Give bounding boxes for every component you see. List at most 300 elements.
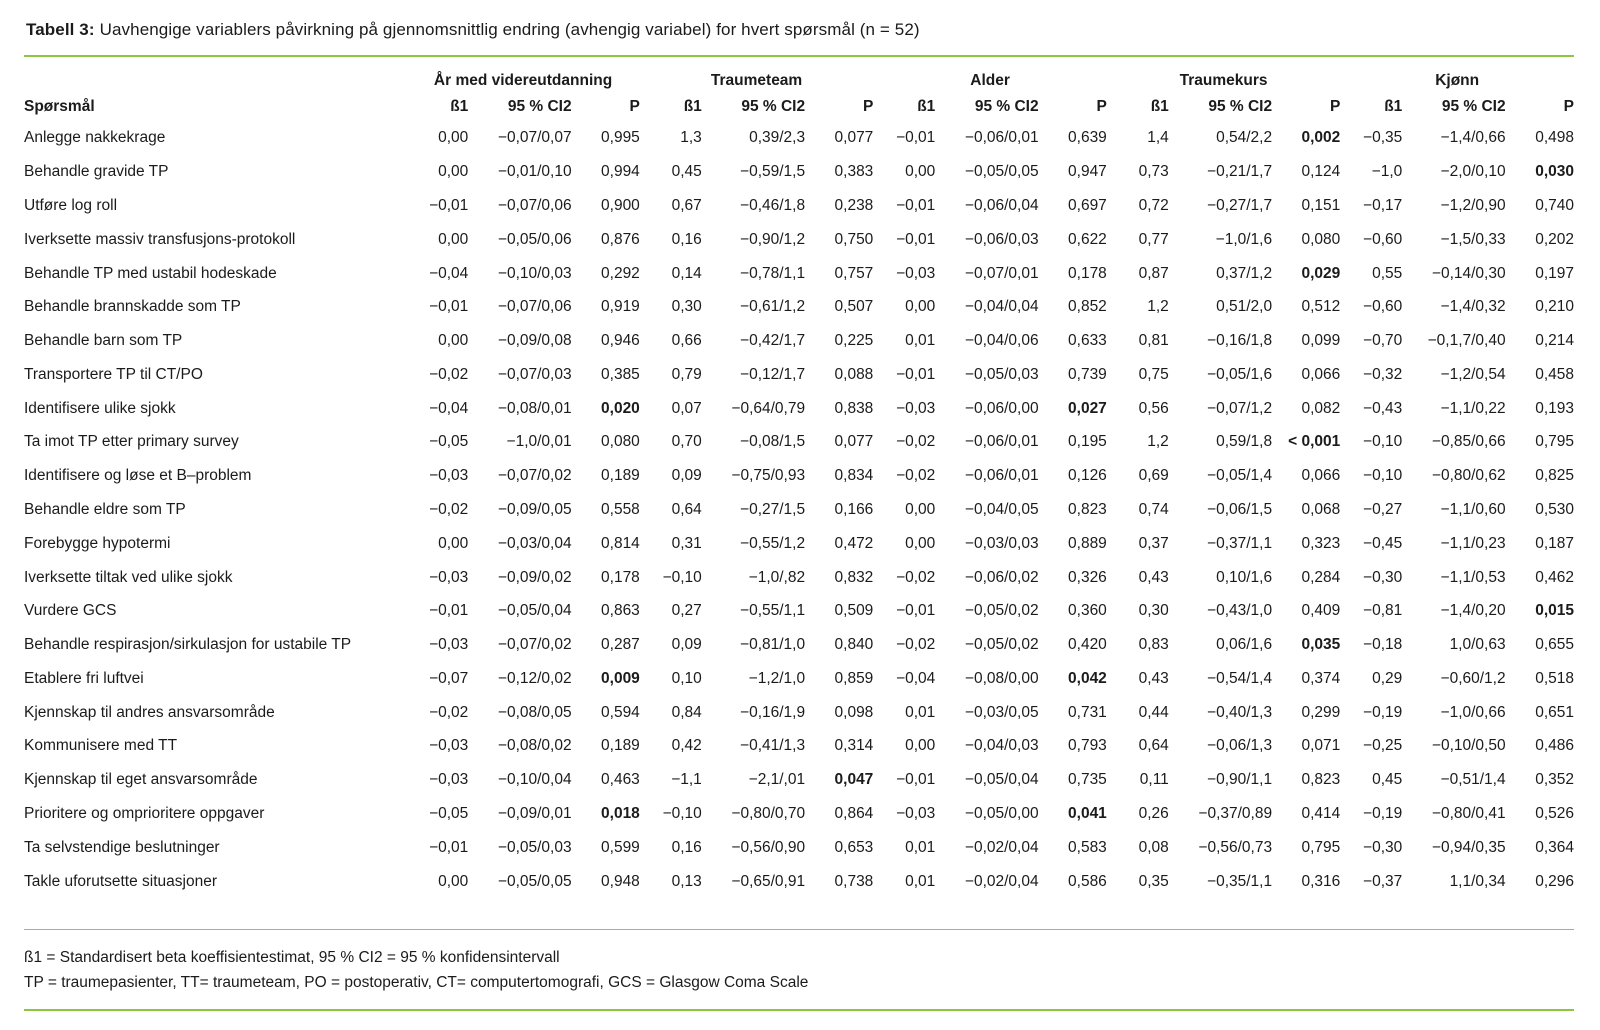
traumeteam-b1-value: −1,1 xyxy=(671,771,702,789)
ar-med-videreutdanning-ci-value: −0,08/0,01 xyxy=(497,399,572,417)
traumeteam-p-value: 0,314 xyxy=(834,737,874,755)
traumekurs-b1-value: 0,56 xyxy=(1138,399,1169,417)
question-label: Vurdere GCS xyxy=(24,602,117,620)
ar-med-videreutdanning-b1-value: 0,00 xyxy=(438,230,469,248)
traumekurs-p-value: < 0,001 xyxy=(1288,433,1341,451)
table-row xyxy=(24,594,1574,628)
kjonn-b1-value: −0,81 xyxy=(1363,602,1403,620)
ar-med-videreutdanning-b1-value: −0,07 xyxy=(429,669,469,687)
kjonn-b1-value: −0,19 xyxy=(1363,703,1403,721)
traumeteam-p-value: 0,859 xyxy=(834,669,874,687)
traumekurs-p-value: 0,323 xyxy=(1301,534,1341,552)
table-row xyxy=(24,459,1574,493)
kjonn-p-value: 0,526 xyxy=(1535,805,1574,823)
alder-ci-value: −0,08/0,00 xyxy=(964,669,1039,687)
table-row xyxy=(24,729,1574,763)
table-row xyxy=(24,357,1574,391)
ar-med-videreutdanning-b1-value: −0,03 xyxy=(429,771,469,789)
header-b1: ß1 xyxy=(683,98,702,115)
traumekurs-b1-value: 1,4 xyxy=(1147,129,1169,147)
kjonn-p-value: 0,518 xyxy=(1535,669,1574,687)
kjonn-b1-value: −0,37 xyxy=(1363,872,1403,890)
alder-b1-value: −0,02 xyxy=(896,568,936,586)
table-row xyxy=(24,256,1574,290)
traumeteam-b1-value: 0,31 xyxy=(671,534,702,552)
traumeteam-ci-value: −0,16/1,9 xyxy=(740,703,806,721)
ar-med-videreutdanning-p-value: 0,946 xyxy=(601,332,640,350)
ar-med-videreutdanning-p-value: 0,599 xyxy=(601,838,640,856)
alder-ci-value: −0,05/0,02 xyxy=(964,602,1039,620)
table-row xyxy=(24,493,1574,527)
traumekurs-p-value: 0,066 xyxy=(1301,467,1341,485)
alder-ci-value: −0,04/0,04 xyxy=(964,298,1039,316)
alder-p-value: 0,041 xyxy=(1068,805,1107,823)
kjonn-p-value: 0,655 xyxy=(1535,636,1574,654)
question-label: Behandle TP med ustabil hodeskade xyxy=(24,264,277,282)
alder-ci-value: −0,04/0,06 xyxy=(964,332,1039,350)
traumekurs-ci-value: −0,56/0,73 xyxy=(1198,838,1273,856)
alder-b1-value: −0,04 xyxy=(896,669,936,687)
alder-p-value: 0,420 xyxy=(1068,636,1107,654)
ar-med-videreutdanning-p-value: 0,009 xyxy=(601,669,640,687)
alder-p-value: 0,731 xyxy=(1068,703,1107,721)
kjonn-b1-value: −0,19 xyxy=(1363,805,1403,823)
traumeteam-ci-value: −0,41/1,3 xyxy=(740,737,806,755)
traumeteam-b1-value: 0,09 xyxy=(671,636,702,654)
kjonn-ci-value: −0,80/0,62 xyxy=(1431,467,1506,485)
kjonn-p-value: 0,795 xyxy=(1535,433,1574,451)
ar-med-videreutdanning-ci-value: −0,07/0,02 xyxy=(497,636,572,654)
traumeteam-p-value: 0,840 xyxy=(834,636,874,654)
traumekurs-ci-value: −0,07/1,2 xyxy=(1207,399,1273,417)
table-row xyxy=(24,526,1574,560)
group-header-spacer xyxy=(24,59,406,92)
question-label: Prioritere og omprioritere oppgaver xyxy=(24,805,265,823)
alder-b1-value: −0,01 xyxy=(896,365,936,383)
alder-p-value: 0,823 xyxy=(1068,500,1107,518)
table-row xyxy=(24,155,1574,189)
alder-ci-value: −0,06/0,00 xyxy=(964,399,1039,417)
kjonn-p-value: 0,498 xyxy=(1535,129,1574,147)
traumeteam-b1-value: −0,10 xyxy=(662,805,702,823)
traumeteam-ci-value: −0,80/0,70 xyxy=(731,805,806,823)
alder-ci-value: −0,04/0,05 xyxy=(964,500,1039,518)
ar-med-videreutdanning-ci-value: −0,09/0,05 xyxy=(497,500,572,518)
ar-med-videreutdanning-b1-value: −0,03 xyxy=(429,737,469,755)
traumekurs-b1-value: 0,77 xyxy=(1138,230,1169,248)
traumekurs-p-value: 0,099 xyxy=(1301,332,1341,350)
traumekurs-b1-value: 0,83 xyxy=(1138,636,1169,654)
ar-med-videreutdanning-ci-value: −0,05/0,06 xyxy=(497,230,572,248)
question-label: Identifisere ulike sjokk xyxy=(24,399,176,417)
traumeteam-ci-value: −0,78/1,1 xyxy=(740,264,806,282)
traumeteam-b1-value: 0,67 xyxy=(671,196,702,214)
kjonn-ci-value: −1,0/0,66 xyxy=(1440,703,1506,721)
table-row xyxy=(24,189,1574,223)
kjonn-b1-value: 0,45 xyxy=(1372,771,1403,789)
traumekurs-ci-value: 0,06/1,6 xyxy=(1216,636,1273,654)
traumekurs-ci-value: −0,16/1,8 xyxy=(1207,332,1273,350)
traumekurs-b1-value: 0,37 xyxy=(1138,534,1169,552)
ar-med-videreutdanning-b1-value: −0,03 xyxy=(429,467,469,485)
table-row xyxy=(24,763,1574,797)
table-row xyxy=(24,222,1574,256)
kjonn-p-value: 0,210 xyxy=(1535,298,1574,316)
traumekurs-b1-value: 0,72 xyxy=(1138,196,1169,214)
kjonn-b1-value: −0,70 xyxy=(1363,332,1403,350)
ar-med-videreutdanning-p-value: 0,178 xyxy=(601,568,640,586)
traumeteam-ci-value: −0,56/0,90 xyxy=(731,838,806,856)
results-table xyxy=(24,59,1574,898)
traumekurs-b1-value: 0,35 xyxy=(1138,872,1169,890)
alder-p-value: 0,042 xyxy=(1068,669,1107,687)
alder-ci-value: −0,03/0,03 xyxy=(964,534,1039,552)
ar-med-videreutdanning-ci-value: −0,12/0,02 xyxy=(497,669,572,687)
alder-b1-value: −0,02 xyxy=(896,433,936,451)
traumekurs-b1-value: 1,2 xyxy=(1147,433,1169,451)
ar-med-videreutdanning-ci-value: −0,09/0,01 xyxy=(497,805,572,823)
table-row xyxy=(24,391,1574,425)
traumekurs-p-value: 0,414 xyxy=(1301,805,1341,823)
header-b1: ß1 xyxy=(917,98,936,115)
group-header-row xyxy=(24,59,1574,92)
kjonn-p-value: 0,015 xyxy=(1535,602,1574,620)
alder-p-value: 0,326 xyxy=(1068,568,1107,586)
alder-p-value: 0,178 xyxy=(1068,264,1107,282)
kjonn-p-value: 0,214 xyxy=(1535,332,1574,350)
ar-med-videreutdanning-ci-value: −0,01/0,10 xyxy=(497,163,572,181)
kjonn-p-value: 0,458 xyxy=(1535,365,1574,383)
table-title-label: Tabell 3: xyxy=(26,20,95,39)
kjonn-p-value: 0,825 xyxy=(1535,467,1574,485)
ar-med-videreutdanning-ci-value: −0,07/0,07 xyxy=(497,129,572,147)
header-p: P xyxy=(1329,98,1341,115)
header-ci: 95 % CI2 xyxy=(507,98,572,115)
alder-b1-value: 0,01 xyxy=(905,332,936,350)
ar-med-videreutdanning-p-value: 0,994 xyxy=(601,163,640,181)
kjonn-b1-value: −0,25 xyxy=(1363,737,1403,755)
alder-b1-value: −0,02 xyxy=(896,467,936,485)
ar-med-videreutdanning-b1-value: −0,01 xyxy=(429,298,469,316)
alder-b1-value: 0,00 xyxy=(905,534,936,552)
footnote-abbrev-terms: TP = traumepasienter, TT= traumeteam, PO = postoperativ, CT= computertomografi, GCS = Glasgow Coma Scale xyxy=(24,973,809,991)
ar-med-videreutdanning-b1-value: −0,02 xyxy=(429,500,469,518)
bottom-rule xyxy=(24,1009,1574,1011)
alder-b1-value: −0,01 xyxy=(896,196,936,214)
group-header-alder: Alder xyxy=(970,72,1010,89)
traumeteam-b1-value: 0,66 xyxy=(671,332,702,350)
alder-ci-value: −0,06/0,02 xyxy=(964,568,1039,586)
ar-med-videreutdanning-p-value: 0,385 xyxy=(601,365,640,383)
traumekurs-p-value: 0,068 xyxy=(1301,500,1341,518)
traumeteam-ci-value: −0,90/1,2 xyxy=(740,230,806,248)
traumeteam-b1-value: 0,79 xyxy=(671,365,702,383)
traumeteam-p-value: 0,653 xyxy=(834,838,874,856)
kjonn-b1-value: −0,32 xyxy=(1363,365,1403,383)
ar-med-videreutdanning-p-value: 0,018 xyxy=(601,805,640,823)
traumeteam-p-value: 0,098 xyxy=(834,703,874,721)
traumeteam-b1-value: 0,42 xyxy=(671,737,702,755)
traumeteam-ci-value: −0,27/1,5 xyxy=(740,500,806,518)
alder-ci-value: −0,07/0,01 xyxy=(964,264,1039,282)
question-label: Behandle gravide TP xyxy=(24,163,169,181)
question-label: Etablere fri luftvei xyxy=(24,669,144,687)
question-label: Behandle brannskadde som TP xyxy=(24,298,241,316)
header-ci: 95 % CI2 xyxy=(1208,98,1273,115)
traumeteam-ci-value: −2,1/,01 xyxy=(748,771,806,789)
question-label: Ta imot TP etter primary survey xyxy=(24,433,239,451)
question-column-header: Spørsmål xyxy=(24,98,95,115)
header-ci: 95 % CI2 xyxy=(741,98,806,115)
ar-med-videreutdanning-p-value: 0,900 xyxy=(601,196,640,214)
traumekurs-b1-value: 0,73 xyxy=(1138,163,1169,181)
traumekurs-p-value: 0,124 xyxy=(1301,163,1341,181)
ar-med-videreutdanning-b1-value: 0,00 xyxy=(438,163,469,181)
traumekurs-ci-value: −0,37/1,1 xyxy=(1207,534,1273,552)
traumekurs-b1-value: 0,26 xyxy=(1138,805,1169,823)
ar-med-videreutdanning-b1-value: −0,01 xyxy=(429,838,469,856)
traumekurs-b1-value: 0,74 xyxy=(1138,500,1169,518)
traumekurs-ci-value: −0,06/1,3 xyxy=(1207,737,1273,755)
question-label: Iverksette tiltak ved ulike sjokk xyxy=(24,568,233,586)
traumeteam-ci-value: −0,42/1,7 xyxy=(740,332,806,350)
ar-med-videreutdanning-p-value: 0,876 xyxy=(601,230,640,248)
ar-med-videreutdanning-b1-value: −0,02 xyxy=(429,365,469,383)
kjonn-p-value: 0,030 xyxy=(1535,163,1574,181)
traumekurs-p-value: 0,080 xyxy=(1301,230,1341,248)
ar-med-videreutdanning-p-value: 0,948 xyxy=(601,872,640,890)
kjonn-ci-value: −0,80/0,41 xyxy=(1431,805,1506,823)
kjonn-p-value: 0,462 xyxy=(1535,568,1574,586)
alder-b1-value: 0,00 xyxy=(905,163,936,181)
ar-med-videreutdanning-p-value: 0,080 xyxy=(601,433,640,451)
kjonn-b1-value: −0,27 xyxy=(1363,500,1403,518)
kjonn-ci-value: −1,4/0,20 xyxy=(1440,602,1506,620)
traumeteam-p-value: 0,738 xyxy=(834,872,874,890)
traumekurs-ci-value: −0,40/1,3 xyxy=(1207,703,1273,721)
alder-p-value: 0,852 xyxy=(1068,298,1107,316)
traumeteam-p-value: 0,509 xyxy=(834,602,874,620)
traumekurs-p-value: 0,409 xyxy=(1301,602,1341,620)
kjonn-b1-value: −0,43 xyxy=(1363,399,1403,417)
kjonn-ci-value: −1,1/0,22 xyxy=(1440,399,1506,417)
kjonn-b1-value: −0,60 xyxy=(1363,230,1403,248)
ar-med-videreutdanning-b1-value: −0,04 xyxy=(429,399,469,417)
ar-med-videreutdanning-p-value: 0,189 xyxy=(601,467,640,485)
traumeteam-ci-value: −0,55/1,1 xyxy=(740,602,806,620)
traumeteam-ci-value: −0,12/1,7 xyxy=(740,365,806,383)
ar-med-videreutdanning-p-value: 0,463 xyxy=(601,771,640,789)
kjonn-b1-value: 0,55 xyxy=(1372,264,1403,282)
traumeteam-b1-value: 0,27 xyxy=(671,602,702,620)
table-title-text: Uavhengige variablers påvirkning på gjennomsnittlig endring (avhengig variabel) for hvert spørsmål (n = 52) xyxy=(99,20,920,39)
traumekurs-b1-value: 0,64 xyxy=(1138,737,1169,755)
traumekurs-ci-value: −0,27/1,7 xyxy=(1207,196,1273,214)
alder-p-value: 0,027 xyxy=(1068,399,1107,417)
traumeteam-p-value: 0,088 xyxy=(834,365,874,383)
traumeteam-ci-value: −1,2/1,0 xyxy=(748,669,806,687)
traumekurs-ci-value: 0,51/2,0 xyxy=(1216,298,1273,316)
traumekurs-ci-value: −0,35/1,1 xyxy=(1207,872,1273,890)
alder-b1-value: −0,03 xyxy=(896,264,936,282)
ar-med-videreutdanning-ci-value: −0,08/0,02 xyxy=(497,737,572,755)
kjonn-ci-value: −0,1,7/0,40 xyxy=(1427,332,1506,350)
traumeteam-p-value: 0,077 xyxy=(834,433,874,451)
traumeteam-p-value: 0,047 xyxy=(834,771,874,789)
traumeteam-p-value: 0,166 xyxy=(834,500,874,518)
kjonn-ci-value: −1,2/0,90 xyxy=(1440,196,1506,214)
kjonn-p-value: 0,364 xyxy=(1535,838,1574,856)
alder-p-value: 0,739 xyxy=(1068,365,1107,383)
traumeteam-ci-value: −0,55/1,2 xyxy=(740,534,806,552)
header-b1: ß1 xyxy=(1150,98,1169,115)
traumekurs-p-value: 0,823 xyxy=(1301,771,1341,789)
table-row xyxy=(24,695,1574,729)
ar-med-videreutdanning-p-value: 0,995 xyxy=(601,129,640,147)
header-ci: 95 % CI2 xyxy=(1441,98,1506,115)
traumeteam-p-value: 0,472 xyxy=(834,534,874,552)
alder-b1-value: 0,01 xyxy=(905,872,936,890)
traumeteam-ci-value: −0,08/1,5 xyxy=(740,433,806,451)
ar-med-videreutdanning-ci-value: −1,0/0,01 xyxy=(506,433,572,451)
traumekurs-p-value: 0,284 xyxy=(1301,568,1341,586)
alder-b1-value: −0,01 xyxy=(896,129,936,147)
kjonn-p-value: 0,486 xyxy=(1535,737,1574,755)
ar-med-videreutdanning-b1-value: 0,00 xyxy=(438,872,469,890)
kjonn-b1-value: 0,29 xyxy=(1372,669,1403,687)
traumekurs-b1-value: 0,43 xyxy=(1138,669,1169,687)
traumekurs-p-value: 0,795 xyxy=(1301,838,1341,856)
traumeteam-p-value: 0,077 xyxy=(834,129,874,147)
ar-med-videreutdanning-ci-value: −0,05/0,03 xyxy=(497,838,572,856)
traumeteam-b1-value: 0,14 xyxy=(671,264,702,282)
footnotes xyxy=(24,930,1574,1009)
ar-med-videreutdanning-b1-value: −0,03 xyxy=(429,636,469,654)
question-label: Utføre log roll xyxy=(24,196,118,214)
ar-med-videreutdanning-ci-value: −0,07/0,03 xyxy=(497,365,572,383)
kjonn-p-value: 0,352 xyxy=(1535,771,1574,789)
kjonn-p-value: 0,740 xyxy=(1535,196,1574,214)
table-row xyxy=(24,830,1574,864)
ar-med-videreutdanning-b1-value: −0,05 xyxy=(429,805,469,823)
kjonn-b1-value: −0,45 xyxy=(1363,534,1403,552)
traumeteam-b1-value: 0,16 xyxy=(671,838,702,856)
kjonn-ci-value: 1,1/0,34 xyxy=(1449,872,1506,890)
alder-b1-value: −0,01 xyxy=(896,602,936,620)
ar-med-videreutdanning-p-value: 0,919 xyxy=(601,298,640,316)
header-b1: ß1 xyxy=(450,98,469,115)
traumeteam-ci-value: −0,46/1,8 xyxy=(740,196,806,214)
traumekurs-ci-value: −0,37/0,89 xyxy=(1198,805,1273,823)
table-row xyxy=(24,797,1574,831)
question-label: Ta selvstendige beslutninger xyxy=(24,838,220,856)
table-row xyxy=(24,560,1574,594)
traumeteam-ci-value: −0,61/1,2 xyxy=(740,298,806,316)
traumekurs-b1-value: 0,30 xyxy=(1138,602,1169,620)
traumeteam-p-value: 0,834 xyxy=(834,467,874,485)
header-ci: 95 % CI2 xyxy=(974,98,1039,115)
question-label: Transportere TP til CT/PO xyxy=(24,365,203,383)
traumekurs-ci-value: −0,21/1,7 xyxy=(1207,163,1273,181)
ar-med-videreutdanning-b1-value: 0,00 xyxy=(438,332,469,350)
traumekurs-p-value: 0,299 xyxy=(1301,703,1341,721)
traumeteam-ci-value: −0,64/0,79 xyxy=(731,399,806,417)
ar-med-videreutdanning-b1-value: −0,05 xyxy=(429,433,469,451)
kjonn-ci-value: 1,0/0,63 xyxy=(1449,636,1506,654)
alder-ci-value: −0,06/0,01 xyxy=(964,129,1039,147)
ar-med-videreutdanning-p-value: 0,594 xyxy=(601,703,640,721)
question-label: Identifisere og løse et B–problem xyxy=(24,467,252,485)
question-label: Behandle respirasjon/sirkulasjon for ustabile TP xyxy=(24,636,352,654)
kjonn-p-value: 0,296 xyxy=(1535,872,1574,890)
traumeteam-b1-value: 0,13 xyxy=(671,872,702,890)
alder-ci-value: −0,06/0,04 xyxy=(964,196,1039,214)
question-label: Kjennskap til eget ansvarsområde xyxy=(24,771,258,789)
traumeteam-ci-value: −0,81/1,0 xyxy=(740,636,806,654)
alder-p-value: 0,126 xyxy=(1068,467,1107,485)
ar-med-videreutdanning-ci-value: −0,07/0,02 xyxy=(497,467,572,485)
traumekurs-ci-value: 0,59/1,8 xyxy=(1216,433,1273,451)
traumeteam-b1-value: 0,30 xyxy=(671,298,702,316)
alder-p-value: 0,793 xyxy=(1068,737,1107,755)
traumeteam-b1-value: 0,07 xyxy=(671,399,702,417)
ar-med-videreutdanning-p-value: 0,814 xyxy=(601,534,640,552)
alder-p-value: 0,639 xyxy=(1068,129,1107,147)
question-label: Behandle barn som TP xyxy=(24,332,183,350)
traumeteam-b1-value: 0,16 xyxy=(671,230,702,248)
kjonn-ci-value: −0,85/0,66 xyxy=(1431,433,1506,451)
traumekurs-p-value: 0,071 xyxy=(1301,737,1341,755)
kjonn-ci-value: −1,1/0,53 xyxy=(1440,568,1506,586)
kjonn-p-value: 0,197 xyxy=(1535,264,1574,282)
kjonn-ci-value: −0,51/1,4 xyxy=(1440,771,1506,789)
traumekurs-p-value: 0,002 xyxy=(1301,129,1341,147)
ar-med-videreutdanning-b1-value: −0,03 xyxy=(429,568,469,586)
traumekurs-ci-value: −0,54/1,4 xyxy=(1207,669,1273,687)
traumekurs-b1-value: 0,08 xyxy=(1138,838,1169,856)
ar-med-videreutdanning-b1-value: 0,00 xyxy=(438,534,469,552)
traumeteam-p-value: 0,838 xyxy=(834,399,874,417)
ar-med-videreutdanning-b1-value: −0,01 xyxy=(429,196,469,214)
alder-ci-value: −0,05/0,03 xyxy=(964,365,1039,383)
traumeteam-b1-value: 0,64 xyxy=(671,500,702,518)
traumeteam-p-value: 0,750 xyxy=(834,230,874,248)
traumeteam-b1-value: 0,70 xyxy=(671,433,702,451)
traumekurs-ci-value: 0,10/1,6 xyxy=(1216,568,1273,586)
alder-ci-value: −0,03/0,05 xyxy=(964,703,1039,721)
kjonn-ci-value: −0,10/0,50 xyxy=(1431,737,1506,755)
alder-p-value: 0,633 xyxy=(1068,332,1107,350)
alder-b1-value: −0,03 xyxy=(896,805,936,823)
ar-med-videreutdanning-b1-value: −0,01 xyxy=(429,602,469,620)
traumekurs-ci-value: 0,54/2,2 xyxy=(1216,129,1273,147)
traumeteam-p-value: 0,507 xyxy=(834,298,874,316)
question-label: Iverksette massiv transfusjons-protokoll xyxy=(24,230,296,248)
group-header-kjonn: Kjønn xyxy=(1435,72,1480,89)
alder-b1-value: 0,01 xyxy=(905,838,936,856)
kjonn-p-value: 0,530 xyxy=(1535,500,1574,518)
alder-p-value: 0,622 xyxy=(1068,230,1107,248)
traumekurs-ci-value: −0,05/1,4 xyxy=(1207,467,1273,485)
traumeteam-ci-value: −1,0/,82 xyxy=(748,568,806,586)
traumeteam-ci-value: −0,75/0,93 xyxy=(731,467,806,485)
traumekurs-b1-value: 0,75 xyxy=(1138,365,1169,383)
alder-b1-value: −0,01 xyxy=(896,230,936,248)
header-p: P xyxy=(1096,98,1107,115)
traumeteam-b1-value: 0,10 xyxy=(671,669,702,687)
alder-b1-value: −0,03 xyxy=(896,399,936,417)
traumekurs-b1-value: 0,43 xyxy=(1138,568,1169,586)
